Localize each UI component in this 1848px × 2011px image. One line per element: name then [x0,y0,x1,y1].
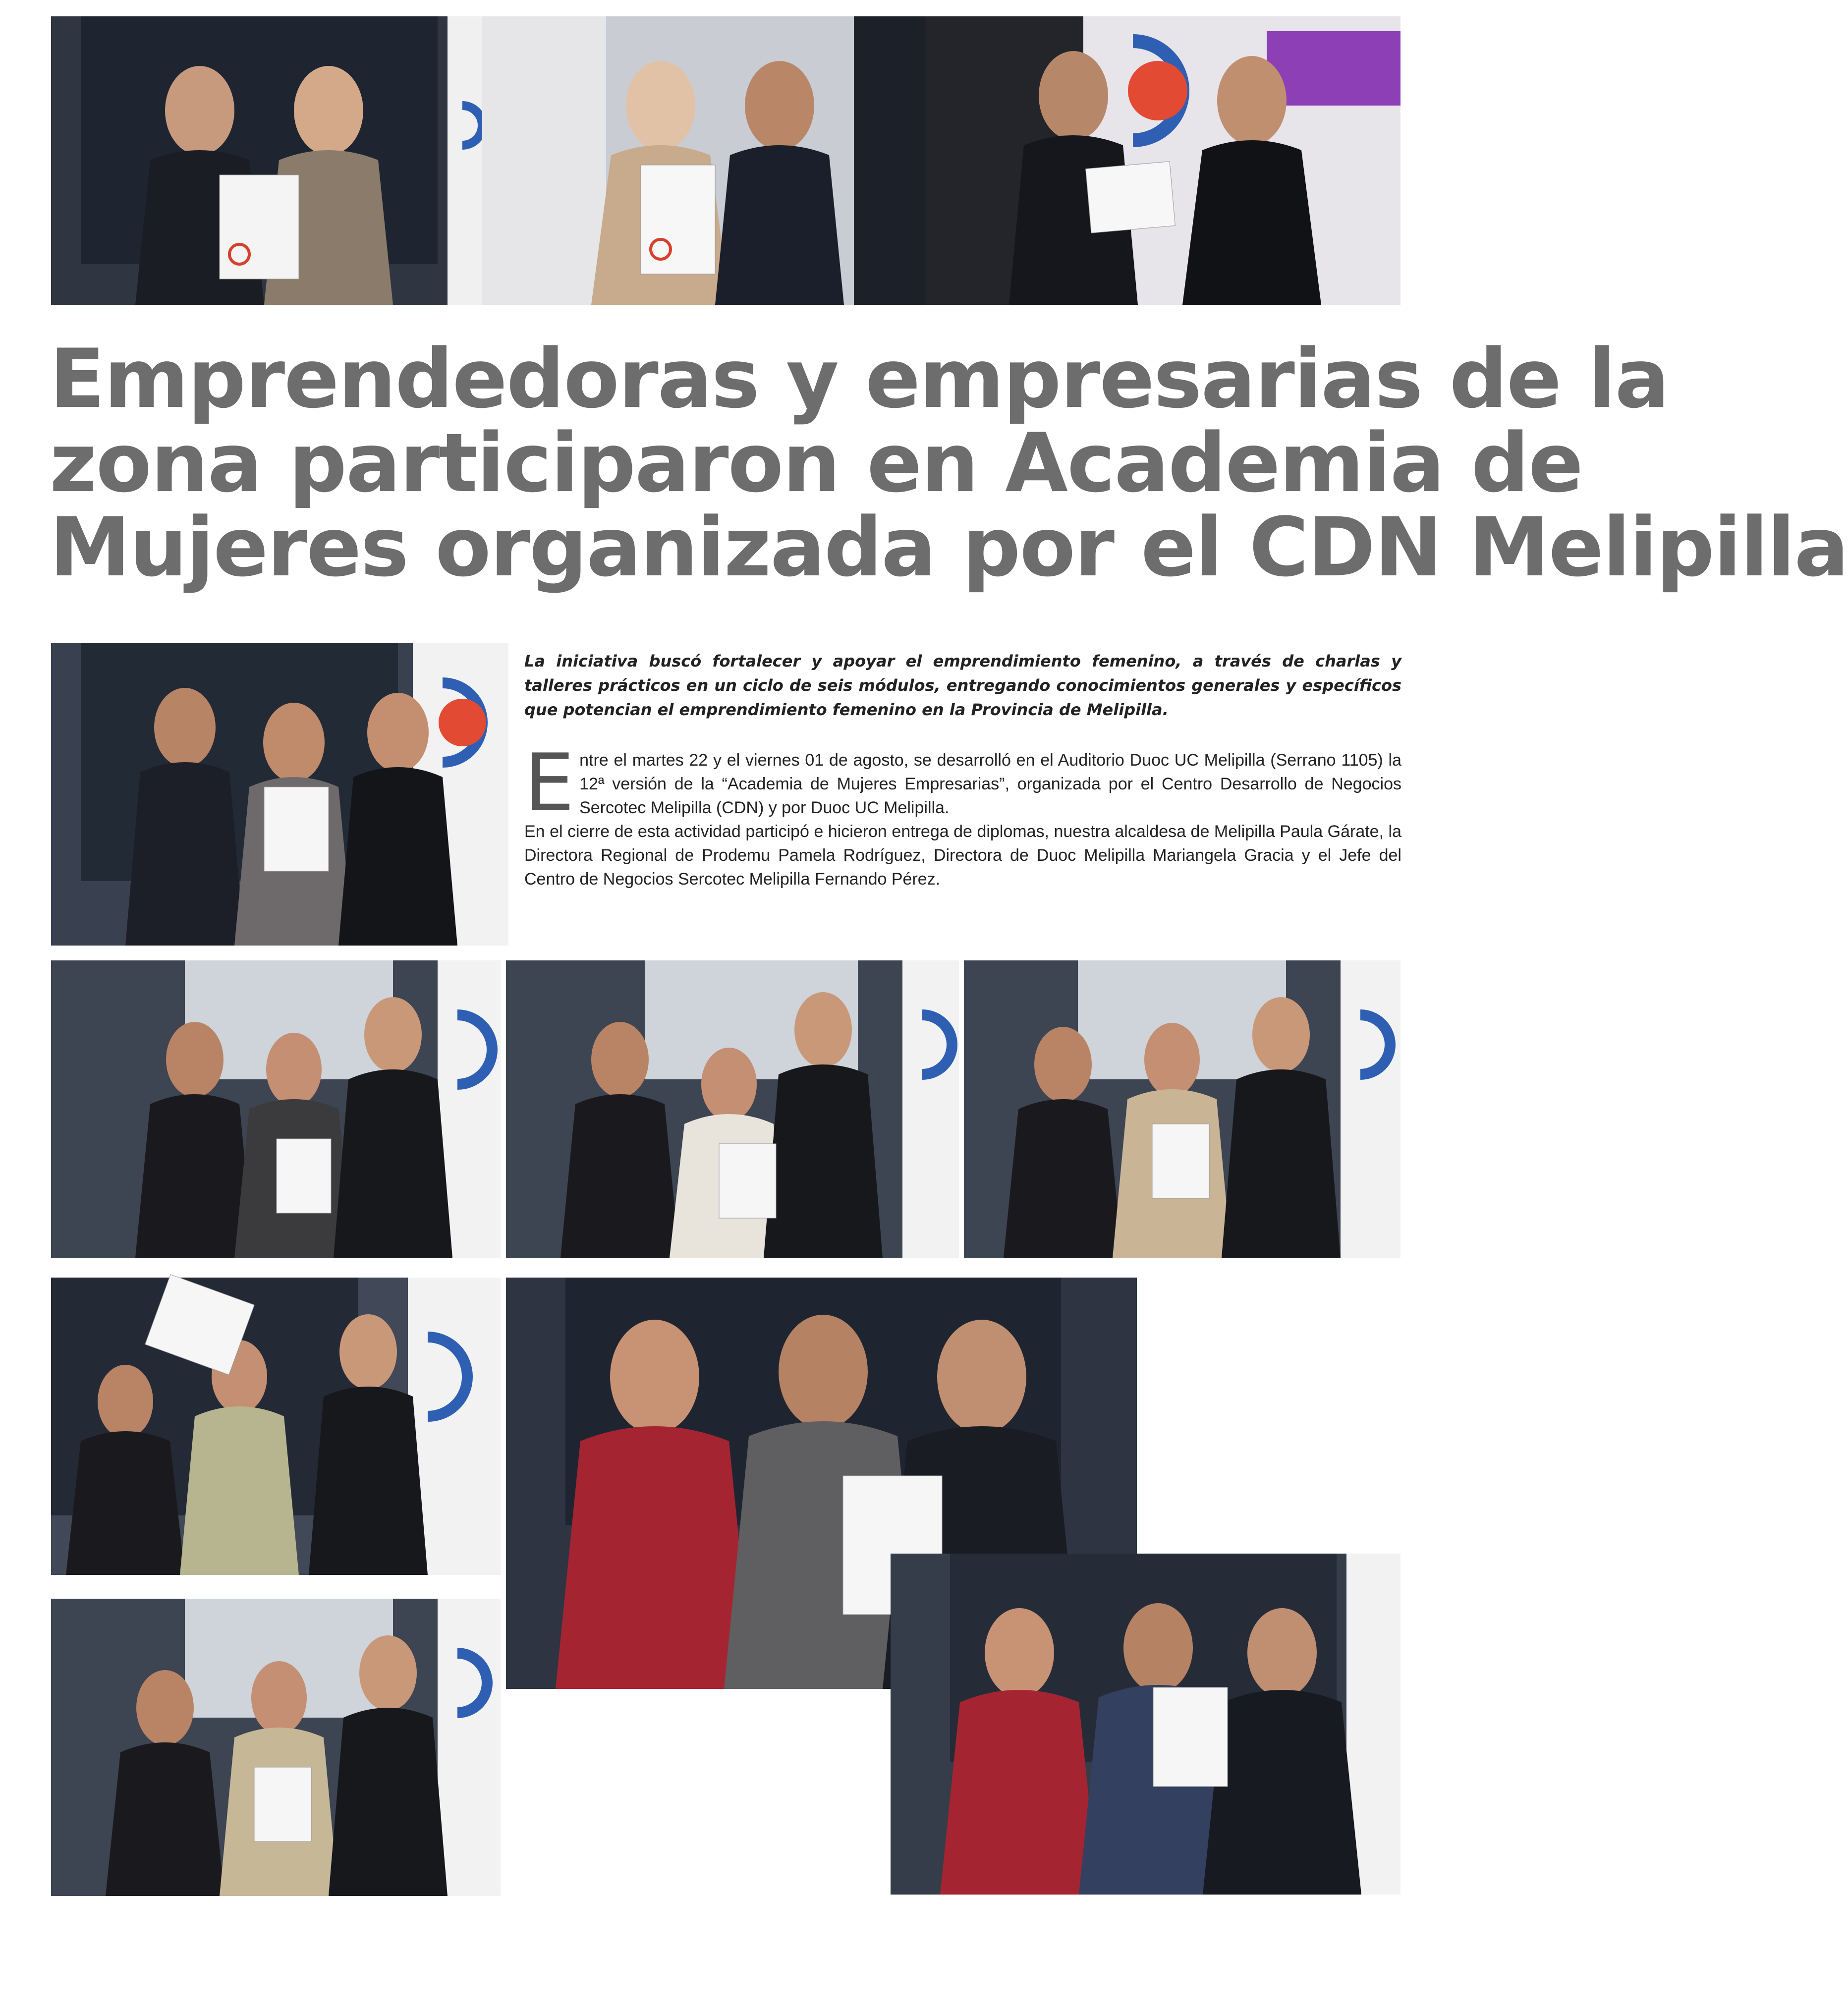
photo-row-a-2 [506,960,959,1258]
photo-top-2 [482,16,925,305]
photo-top-3 [925,16,1400,305]
photo-mid-left [51,643,508,946]
photo-top-1 [51,16,482,305]
article-body [524,736,1401,891]
headline-line-2: zona participaron en Academia de [50,416,1583,510]
article-lead: La iniciativa buscó fortalecer y apoyar el emprendimiento femenino, a través de charlas y talleres prácticos en un ciclo de seis módulos, entregando conocimientos generales y específicos que potencian el emprendimiento femenino en la Provincia de Melipilla. [524,652,1401,719]
drop-cap: E [524,736,575,829]
photo-row-a-3 [964,960,1400,1258]
page-title [50,332,1848,595]
photo-row-b-1 [51,1278,501,1575]
body-paragraph-2: En el cierre de esta actividad participó e hicieron entrega de diplomas, nuestra alcaldesa de Melipilla Paula Gárate, la Directora Regional de Prodemu Pamela Rodríguez, Directora de Duoc Melipilla Mariangela Gracia y el Jefe del Centro de Negocios Sercotec Melipilla Fernando Pérez. [524,822,1401,889]
body-paragraph-1: ntre el martes 22 y el viernes 01 de agosto, se desarrolló en el Auditorio Duoc UC Melipilla (Serrano 1105) la 12ª versión de la “Academia de Mujeres Empresarias”, organizada por el Centro Desarrollo de Negocios Sercotec Melipilla (CDN) y por Duoc UC Melipilla. [579,751,1401,817]
photo-row-b-3 [891,1554,1400,1895]
headline-line-3: Mujeres organizada por el CDN Melipilla [50,500,1848,595]
photo-row-a-1 [51,960,501,1258]
headline-line-1: Emprendedoras y empresarias de la [50,332,1669,426]
photo-row-c-1 [51,1599,501,1896]
